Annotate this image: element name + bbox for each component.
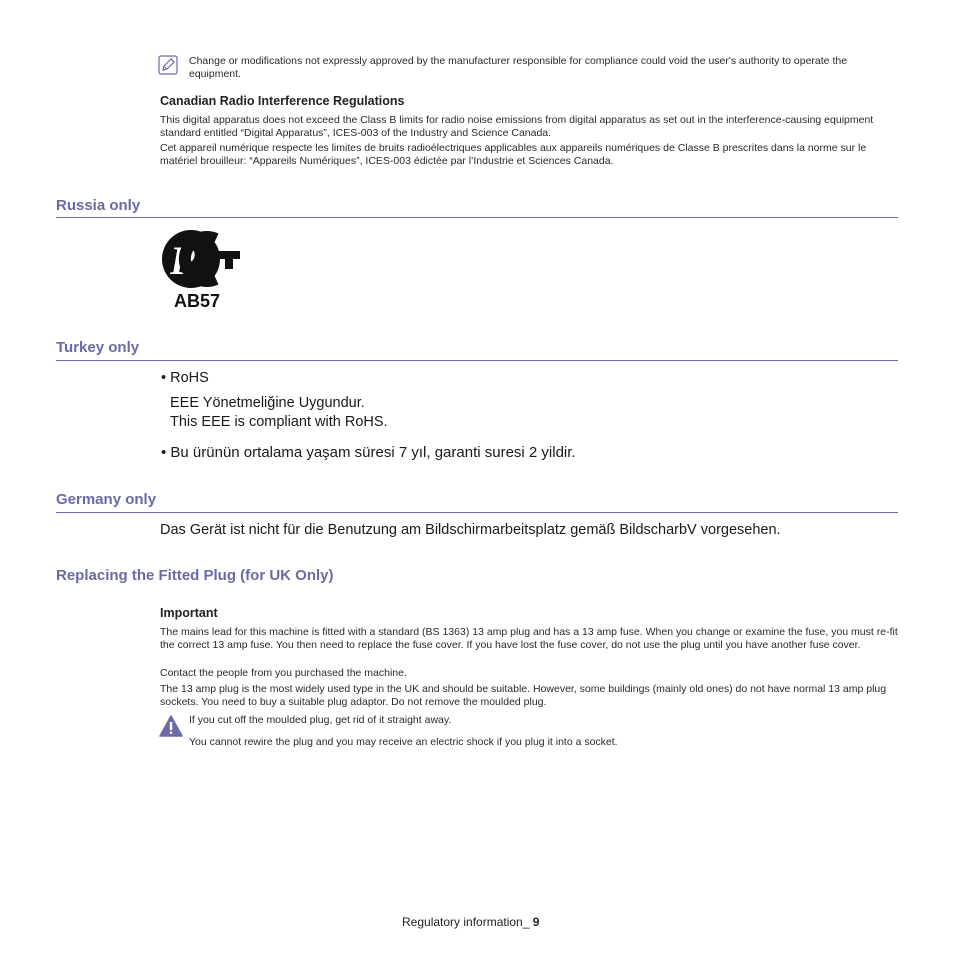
canadian-para-en: This digital apparatus does not exceed the Class B limits for radio noise emissions from digital apparatus as set out in the interference-causing equipment standard entitled “Digital Apparatus”, ICES-003 of the Industry and Science Canada. xyxy=(160,114,874,139)
turkey-line1: EEE Yönetmeliğine Uygundur. xyxy=(170,395,365,411)
canadian-para-fr: Cet appareil numérique respecte les limites de bruits radioélectriques applicables aux appareils numériques de Classe B prescrites dans la norme sur le matériel brouilleur: “Appareils Numériques”, ICES-003 édictée par l’Industrie et Sciences Canada. xyxy=(160,142,867,167)
page-footer xyxy=(402,915,539,929)
uk-para3: The 13 amp plug is the most widely used type in the UK and should be suitable. However, some buildings (mainly old ones) do not have normal 13 amp plug sockets. You need to buy a suitable plug adaptor. Do not remove the moulded plug. xyxy=(160,683,887,708)
footer-label: Regulatory information_ xyxy=(402,915,530,929)
russia-rule xyxy=(56,217,898,218)
uk-warning-icon-box xyxy=(159,715,183,737)
warning-triangle-icon xyxy=(159,715,183,737)
russia-title: Russia only xyxy=(56,197,141,214)
germany-rule xyxy=(56,512,898,513)
turkey-bullet-rohs: • RoHS xyxy=(161,370,209,386)
turkey-title: Turkey only xyxy=(56,339,140,356)
uk-title: Replacing the Fitted Plug (for UK Only) xyxy=(56,567,334,584)
note-pencil-icon xyxy=(158,55,178,75)
germany-title: Germany only xyxy=(56,491,157,508)
note-icon-box xyxy=(158,55,178,75)
canadian-heading: Canadian Radio Interference Regulations xyxy=(160,94,405,108)
rst-logo xyxy=(160,229,244,313)
uk-important-heading: Important xyxy=(160,606,218,620)
uk-para1: The mains lead for this machine is fitted with a standard (BS 1363) 13 amp plug and has a 13 amp fuse. When you change or examine the fuse, you must re-fit the correct 13 amp fuse. You then need to replace the fuse cover. If you have lost the fuse cover, do not use the plug until you have another fuse cover. xyxy=(160,626,898,651)
note-text: Change or modifications not expressly approved by the manufacturer responsible for compliance could void the user's authority to operate the equipment. xyxy=(189,55,848,80)
uk-warning-2: You cannot rewire the plug and you may receive an electric shock if you plug it into a socket. xyxy=(189,736,618,748)
svg-text:P: P xyxy=(170,238,195,283)
turkey-bullet-lifetime: • Bu ürünün ortalama yaşam süresi 7 yıl, garanti suresi 2 yildir. xyxy=(161,444,576,461)
turkey-rule xyxy=(56,360,898,361)
rst-mark-icon xyxy=(160,229,244,291)
footer-page-number: 9 xyxy=(532,915,540,929)
rst-logo-code: AB57 xyxy=(174,291,221,311)
germany-text: Das Gerät ist nicht für die Benutzung am Bildschirmarbeitsplatz gemäß BildscharbV vorgesehen. xyxy=(160,522,781,538)
turkey-line2: This EEE is compliant with RoHS. xyxy=(170,414,388,430)
uk-warning-1: If you cut off the moulded plug, get rid of it straight away. xyxy=(189,714,452,726)
uk-para2: Contact the people from you purchased the machine. xyxy=(160,667,407,679)
